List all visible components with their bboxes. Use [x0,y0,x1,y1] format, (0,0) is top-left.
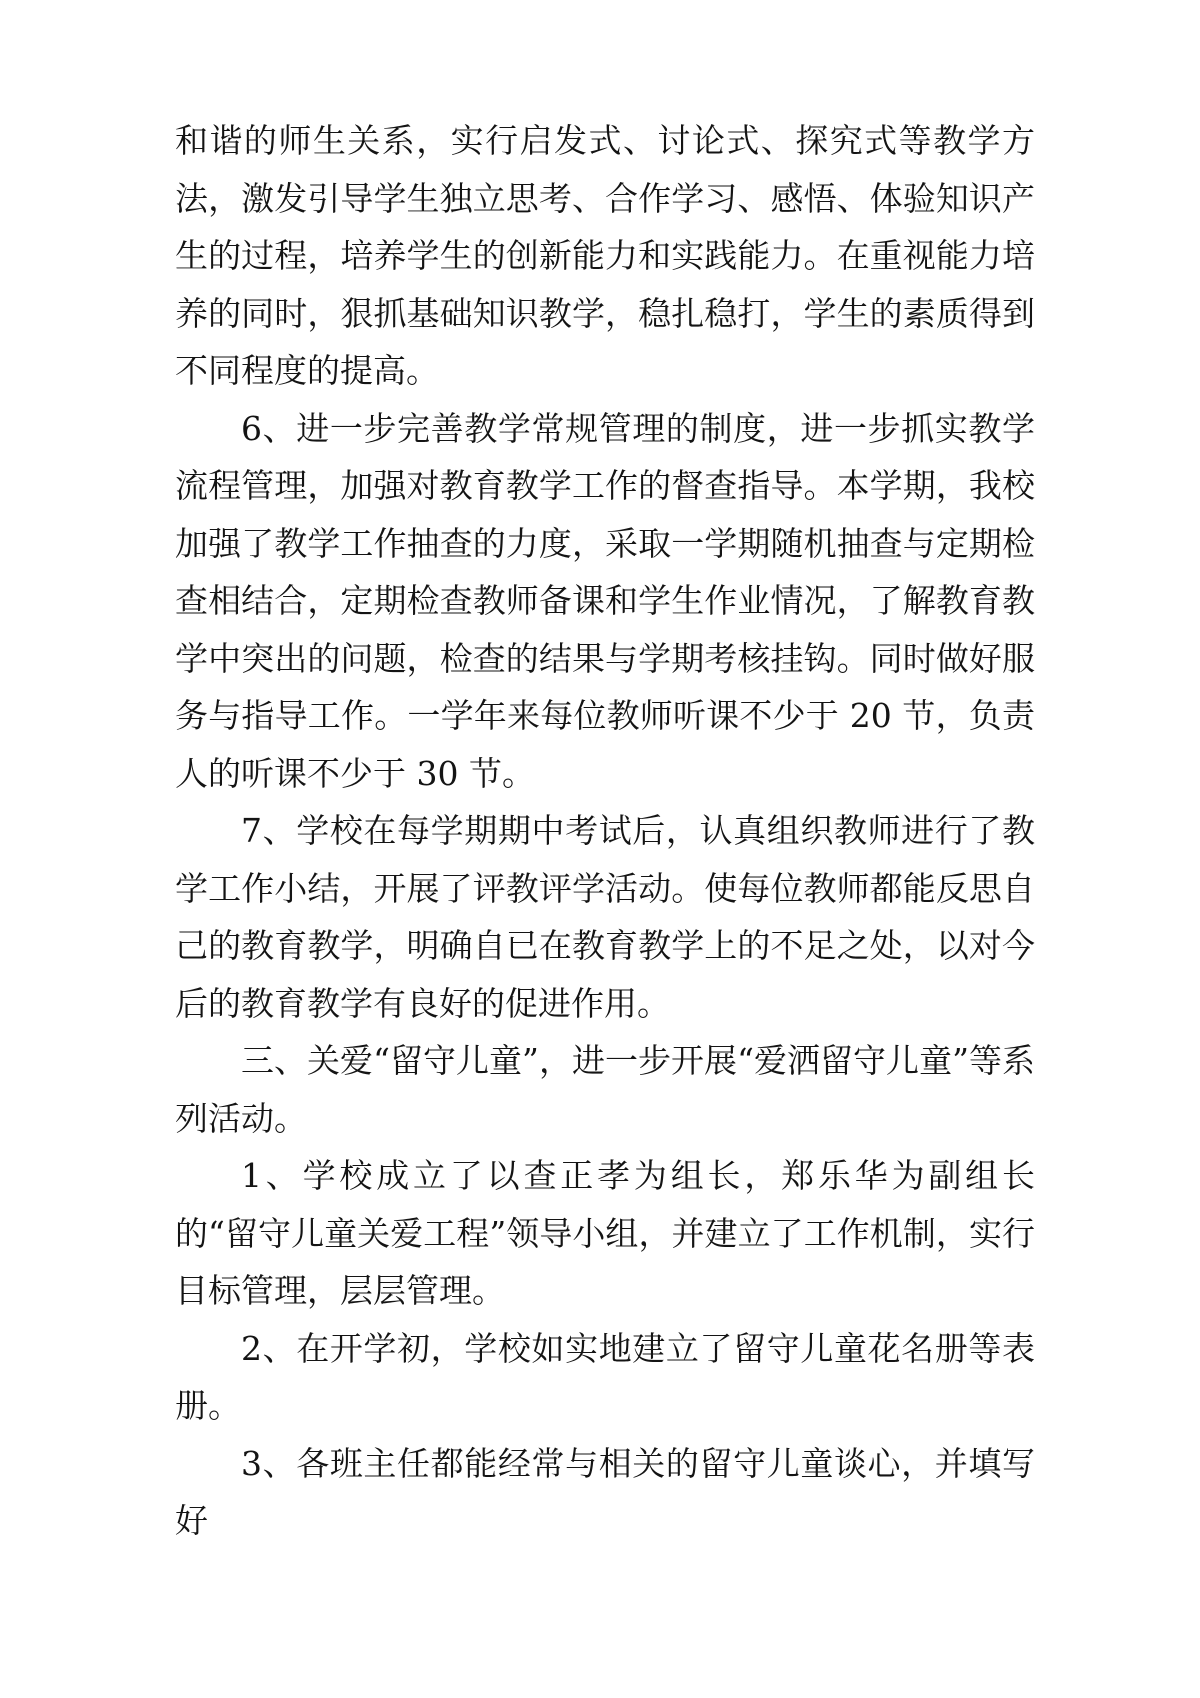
paragraph-item-3-teacher-talks: 3、各班主任都能经常与相关的留守儿童谈心，并填写好 [175,1443,1035,1540]
section-heading-left-behind-children: 三、关爱“留守儿童”，进一步开展“爱洒留守儿童”等系列活动。 [175,1041,1035,1138]
paragraph-item-1-leadership-group: 1、学校成立了以查正孝为组长，郑乐华为副组长的“留守儿童关爱工程”领导小组，并建立了工作机制，实行目标管理，层层管理。 [175,1156,1035,1310]
paragraph-item-6-routine-management: 6、进一步完善教学常规管理的制度，进一步抓实教学流程管理，加强对教育教学工作的督查指导。本学期，我校加强了教学工作抽查的力度，采取一学期随机抽查与定期检查相结合，定期检查教师备课和学生作业情况，了解教育教学中突出的问题，检查的结果与学期考核挂钩。同时做好服务与指导工作。一学年来每位教师听课不少于 20 节，负责人的听课不少于 30 节。 [175,408,1035,793]
document-body [175,112,1035,1550]
paragraph-item-2-roster: 2、在开学初，学校如实地建立了留守儿童花名册等表册。 [175,1328,1035,1425]
paragraph-item-7-midterm-review: 7、学校在每学期期中考试后，认真组织教师进行了教学工作小结，开展了评教评学活动。使每位教师都能反思自己的教育教学，明确自已在教育教学上的不足之处，以对今后的教育教学有良好的促进作用。 [175,811,1035,1023]
paragraph-teaching-methods: 和谐的师生关系，实行启发式、讨论式、探究式等教学方法，激发引导学生独立思考、合作学习、感悟、体验知识产生的过程，培养学生的创新能力和实践能力。在重视能力培养的同时，狠抓基础知识教学，稳扎稳打，学生的素质得到不同程度的提高。 [175,121,1035,390]
